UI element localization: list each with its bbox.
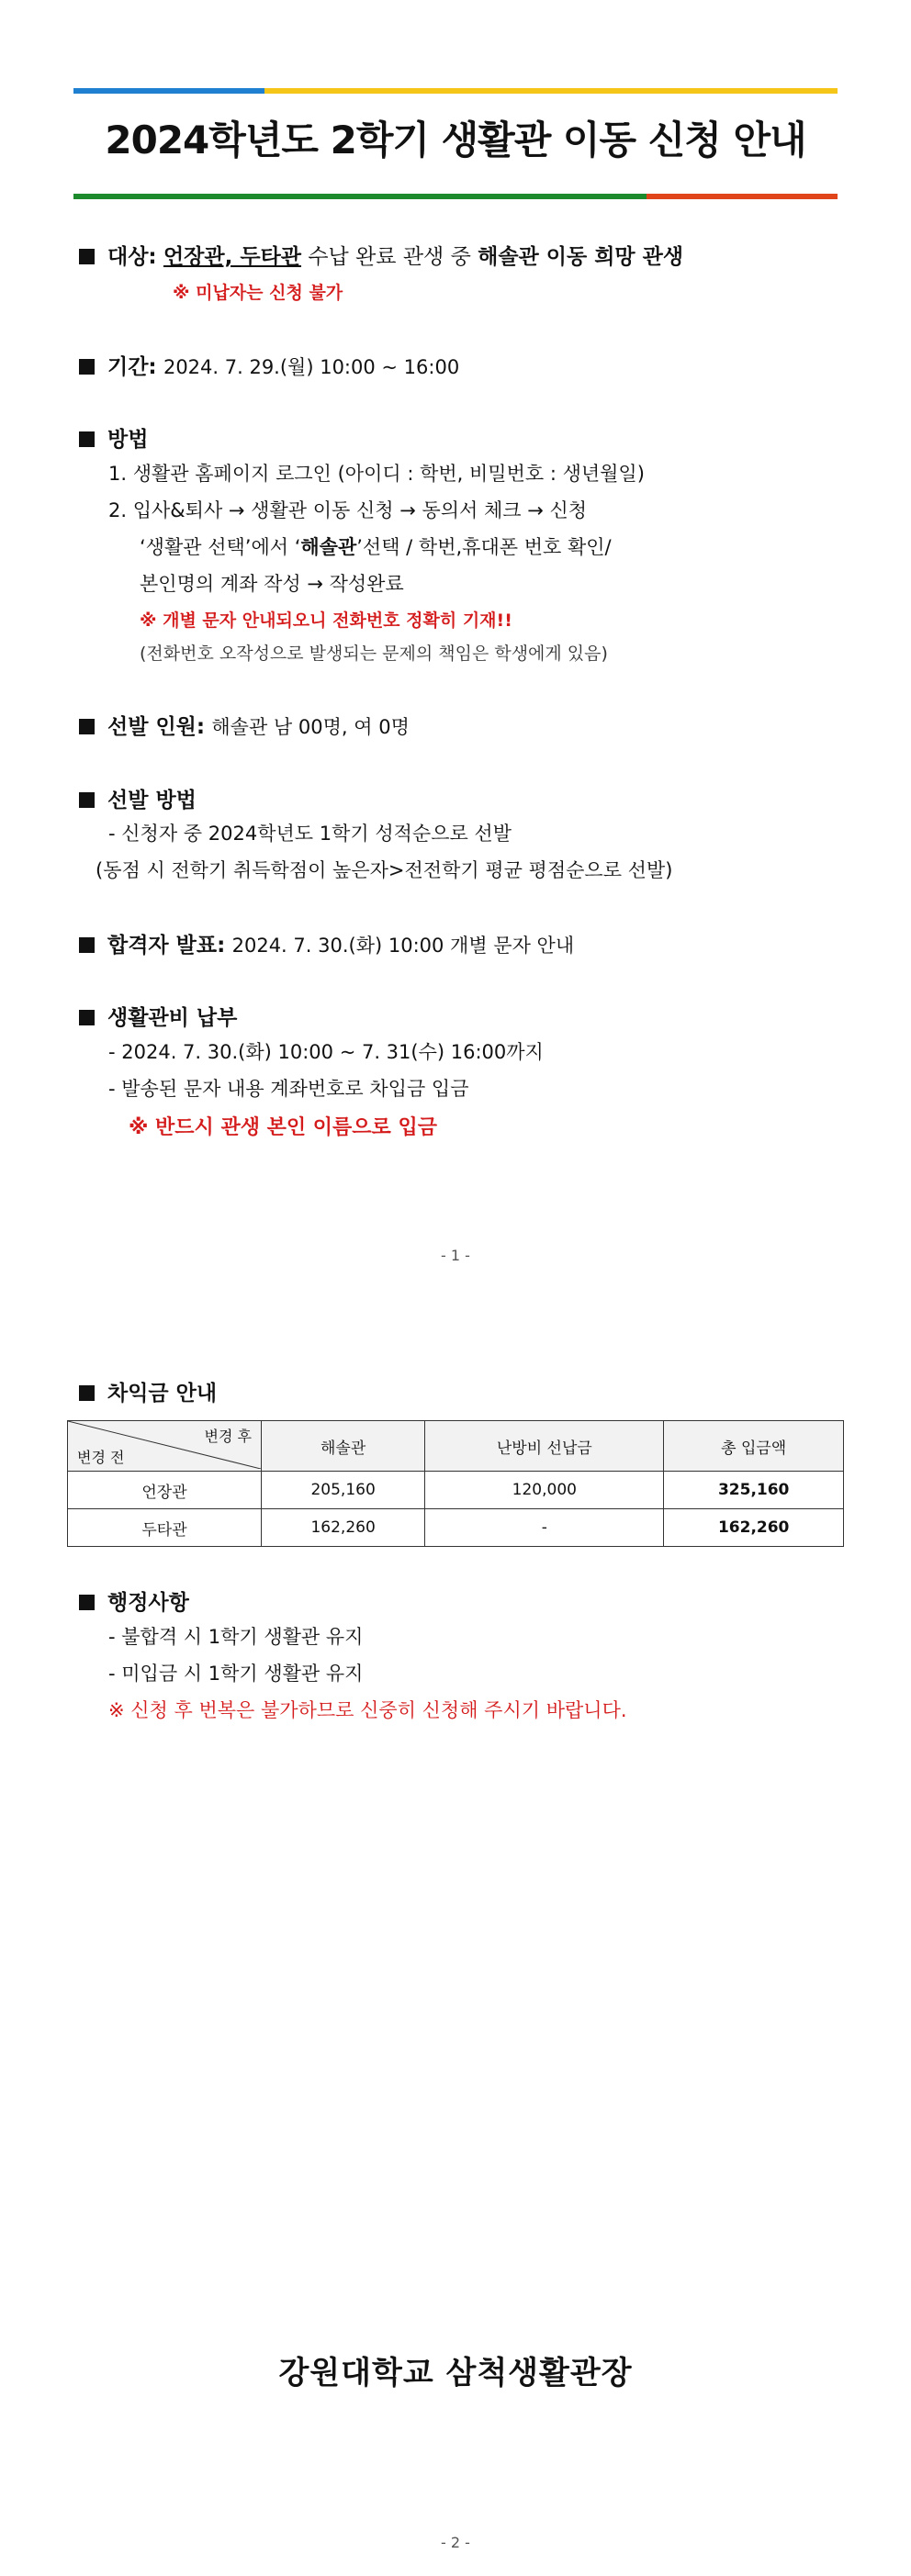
row-name: 두타관 — [68, 1509, 262, 1547]
fee-table-corner — [68, 1421, 262, 1472]
method-label: 방법 — [107, 428, 149, 452]
admin-note: ※ 신청 후 번복은 불가하므로 신중히 신청해 주시기 바랍니다. — [108, 1699, 627, 1721]
page-title: 2024학년도 2학기 생활관 이동 신청 안내 — [105, 118, 806, 162]
target-places: 언장관, 두타관 — [163, 245, 302, 269]
target-note: ※ 미납자는 신청 불가 — [173, 283, 343, 303]
square-bullet-icon — [79, 359, 95, 375]
top-bar-blue — [73, 88, 264, 94]
quota-text: 해솔관 남 00명, 여 0명 — [211, 716, 410, 738]
section-payment — [79, 1001, 237, 1031]
footer-signature: 강원대학교 삼척생활관장 — [278, 2355, 633, 2391]
quota-label: 선발 인원: — [107, 715, 206, 739]
table-cell: 120,000 — [425, 1472, 664, 1509]
square-bullet-icon — [79, 719, 95, 734]
table-cell: 162,260 — [262, 1509, 425, 1547]
column-header: 해솔관 — [262, 1421, 425, 1472]
section-admin — [79, 1585, 189, 1616]
section-method — [79, 422, 148, 453]
table-row — [68, 1509, 844, 1547]
square-bullet-icon — [79, 792, 95, 808]
square-bullet-icon — [79, 431, 95, 447]
row-name: 언장관 — [68, 1472, 262, 1509]
fee-label: 차익금 안내 — [107, 1382, 218, 1406]
admin-line2: - 미입금 시 1학기 생활관 유지 — [108, 1663, 364, 1685]
selection-line1: - 신청자 중 2024학년도 1학기 성적순으로 선발 — [108, 823, 512, 845]
section-fee — [79, 1376, 217, 1406]
table-cell: - — [425, 1509, 664, 1547]
period-text: 2024. 7. 29.(월) 10:00 ~ 16:00 — [163, 356, 460, 378]
method-step2c: 본인명의 계좌 작성 → 작성완료 — [140, 573, 404, 595]
method-step2b — [140, 532, 612, 560]
page-number-1: - 1 - — [441, 1247, 470, 1264]
column-header: 난방비 선납금 — [425, 1421, 664, 1472]
square-bullet-icon — [79, 1010, 95, 1025]
title-bar-orange — [647, 194, 838, 199]
target-text: 수납 완료 관생 중 — [308, 245, 471, 269]
fee-table-header — [68, 1421, 844, 1472]
payment-line1: - 2024. 7. 30.(화) 10:00 ~ 7. 31(수) 16:00까지 — [108, 1041, 544, 1063]
announce-text: 2024. 7. 30.(화) 10:00 개별 문자 안내 — [231, 935, 575, 957]
section-announce — [79, 928, 574, 958]
column-header: 총 입금액 — [664, 1421, 844, 1472]
method-step2b-post: ’선택 / 학번,휴대폰 번호 확인/ — [356, 536, 612, 558]
payment-line2: - 발송된 문자 내용 계좌번호로 차입금 입금 — [108, 1078, 469, 1100]
selection-line2: (동점 시 전학기 취득학점이 높은자>전전학기 평균 평점순으로 선발) — [96, 859, 673, 881]
fee-table — [67, 1420, 844, 1547]
method-warning-note: (전화번호 오작성으로 발생되는 문제의 책임은 학생에게 있음) — [140, 644, 608, 664]
table-row — [68, 1472, 844, 1509]
method-warning: ※ 개별 문자 안내되오니 전화번호 정확히 기재!! — [140, 610, 512, 631]
title-bar-green — [73, 194, 647, 199]
square-bullet-icon — [79, 1385, 95, 1401]
table-cell: 205,160 — [262, 1472, 425, 1509]
table-cell-total: 325,160 — [664, 1472, 844, 1509]
selection-label: 선발 방법 — [107, 789, 197, 812]
top-bar-yellow — [264, 88, 838, 94]
table-cell-total: 162,260 — [664, 1509, 844, 1547]
square-bullet-icon — [79, 1595, 95, 1610]
method-step2b-pre: ‘생활관 선택’에서 ‘ — [140, 536, 301, 558]
announce-label: 합격자 발표: — [107, 934, 226, 958]
page-number-2: - 2 - — [441, 2534, 470, 2551]
section-selection — [79, 783, 197, 813]
section-period — [79, 350, 459, 380]
payment-note: ※ 반드시 관생 본인 이름으로 입금 — [129, 1116, 437, 1139]
period-label: 기간: — [107, 355, 157, 379]
square-bullet-icon — [79, 249, 95, 264]
section-target — [79, 240, 683, 270]
method-step2: 2. 입사&퇴사 → 생활관 이동 신청 → 동의서 체크 → 신청 — [108, 499, 588, 521]
square-bullet-icon — [79, 937, 95, 953]
target-hope: 해솔관 이동 희망 관생 — [478, 245, 684, 269]
corner-before-label: 변경 전 — [77, 1449, 125, 1466]
section-quota — [79, 710, 410, 740]
payment-label: 생활관비 납부 — [107, 1006, 238, 1030]
admin-label: 행정사항 — [107, 1591, 189, 1615]
method-step2b-bold: 해솔관 — [300, 536, 357, 558]
method-step1: 1. 생활관 홈페이지 로그인 (아이디 : 학번, 비밀번호 : 생년월일) — [108, 463, 645, 485]
target-label: 대상: — [107, 245, 157, 269]
admin-line1: - 불합격 시 1학기 생활관 유지 — [108, 1626, 364, 1648]
corner-after-label: 변경 후 — [204, 1428, 252, 1445]
